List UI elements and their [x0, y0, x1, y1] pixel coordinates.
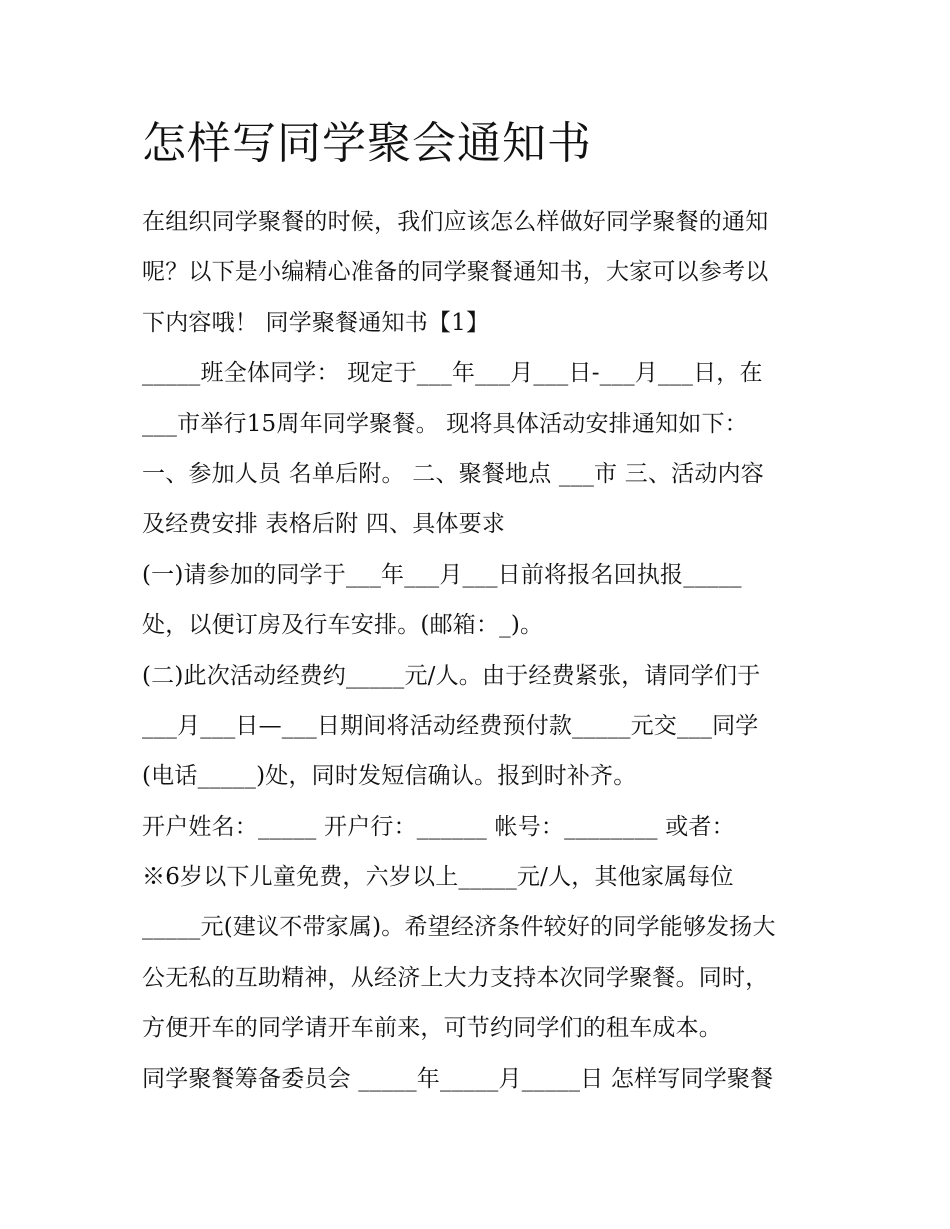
document-body [142, 197, 842, 1104]
text-line: 方便开车的同学请开车前来，可节约同学们的租车成本。 [142, 1015, 722, 1042]
text-line: 呢？以下是小编精心准备的同学聚餐通知书，大家可以参考以 [142, 259, 769, 286]
text-line: 公无私的互助精神，从经济上大力支持本次同学聚餐。同时， [142, 964, 769, 991]
text-line: _____班全体同学： 现定于___年___月___日-___月___日，在 [142, 360, 763, 387]
text-line: 同学聚餐筹备委员会 _____年_____月_____日 怎样写同学聚餐 [142, 1065, 774, 1092]
text-line: 一、参加人员 名单后附。 二、聚餐地点 ___市 三、活动内容 [142, 460, 764, 487]
text-line: 在组织同学聚餐的时候，我们应该怎么样做好同学聚餐的通知 [142, 209, 769, 235]
text-line: 下内容哦！ 同学聚餐通知书【1】 [142, 309, 490, 336]
text-line: (二)此次活动经费约_____元/人。由于经费紧张，请同学们于 [142, 662, 761, 689]
text-line: ___市举行15周年同学聚餐。 现将具体活动安排通知如下： [142, 410, 748, 437]
text-line: _____元(建议不带家属)。希望经济条件较好的同学能够发扬大 [142, 914, 776, 941]
text-line: 开户姓名：_____ 开户行：______ 帐号：________ 或者： [142, 813, 735, 840]
text-line: ___月___日—___日期间将活动经费预付款_____元交___同学 [142, 712, 759, 739]
text-line: (一)请参加的同学于___年___月___日前将报名回执报_____ [142, 561, 742, 588]
text-line: 及经费安排 表格后附 四、具体要求 [142, 511, 506, 538]
text-line: (电话_____)处，同时发短信确认。报到时补齐。 [142, 763, 637, 790]
text-line: 处，以便订房及行车安排。(邮箱：_)。 [142, 612, 544, 639]
text-line: ※6岁以下儿童免费，六岁以上_____元/人，其他家属每位 [142, 864, 734, 891]
page-title: 怎样写同学聚会通知书 [142, 118, 592, 169]
